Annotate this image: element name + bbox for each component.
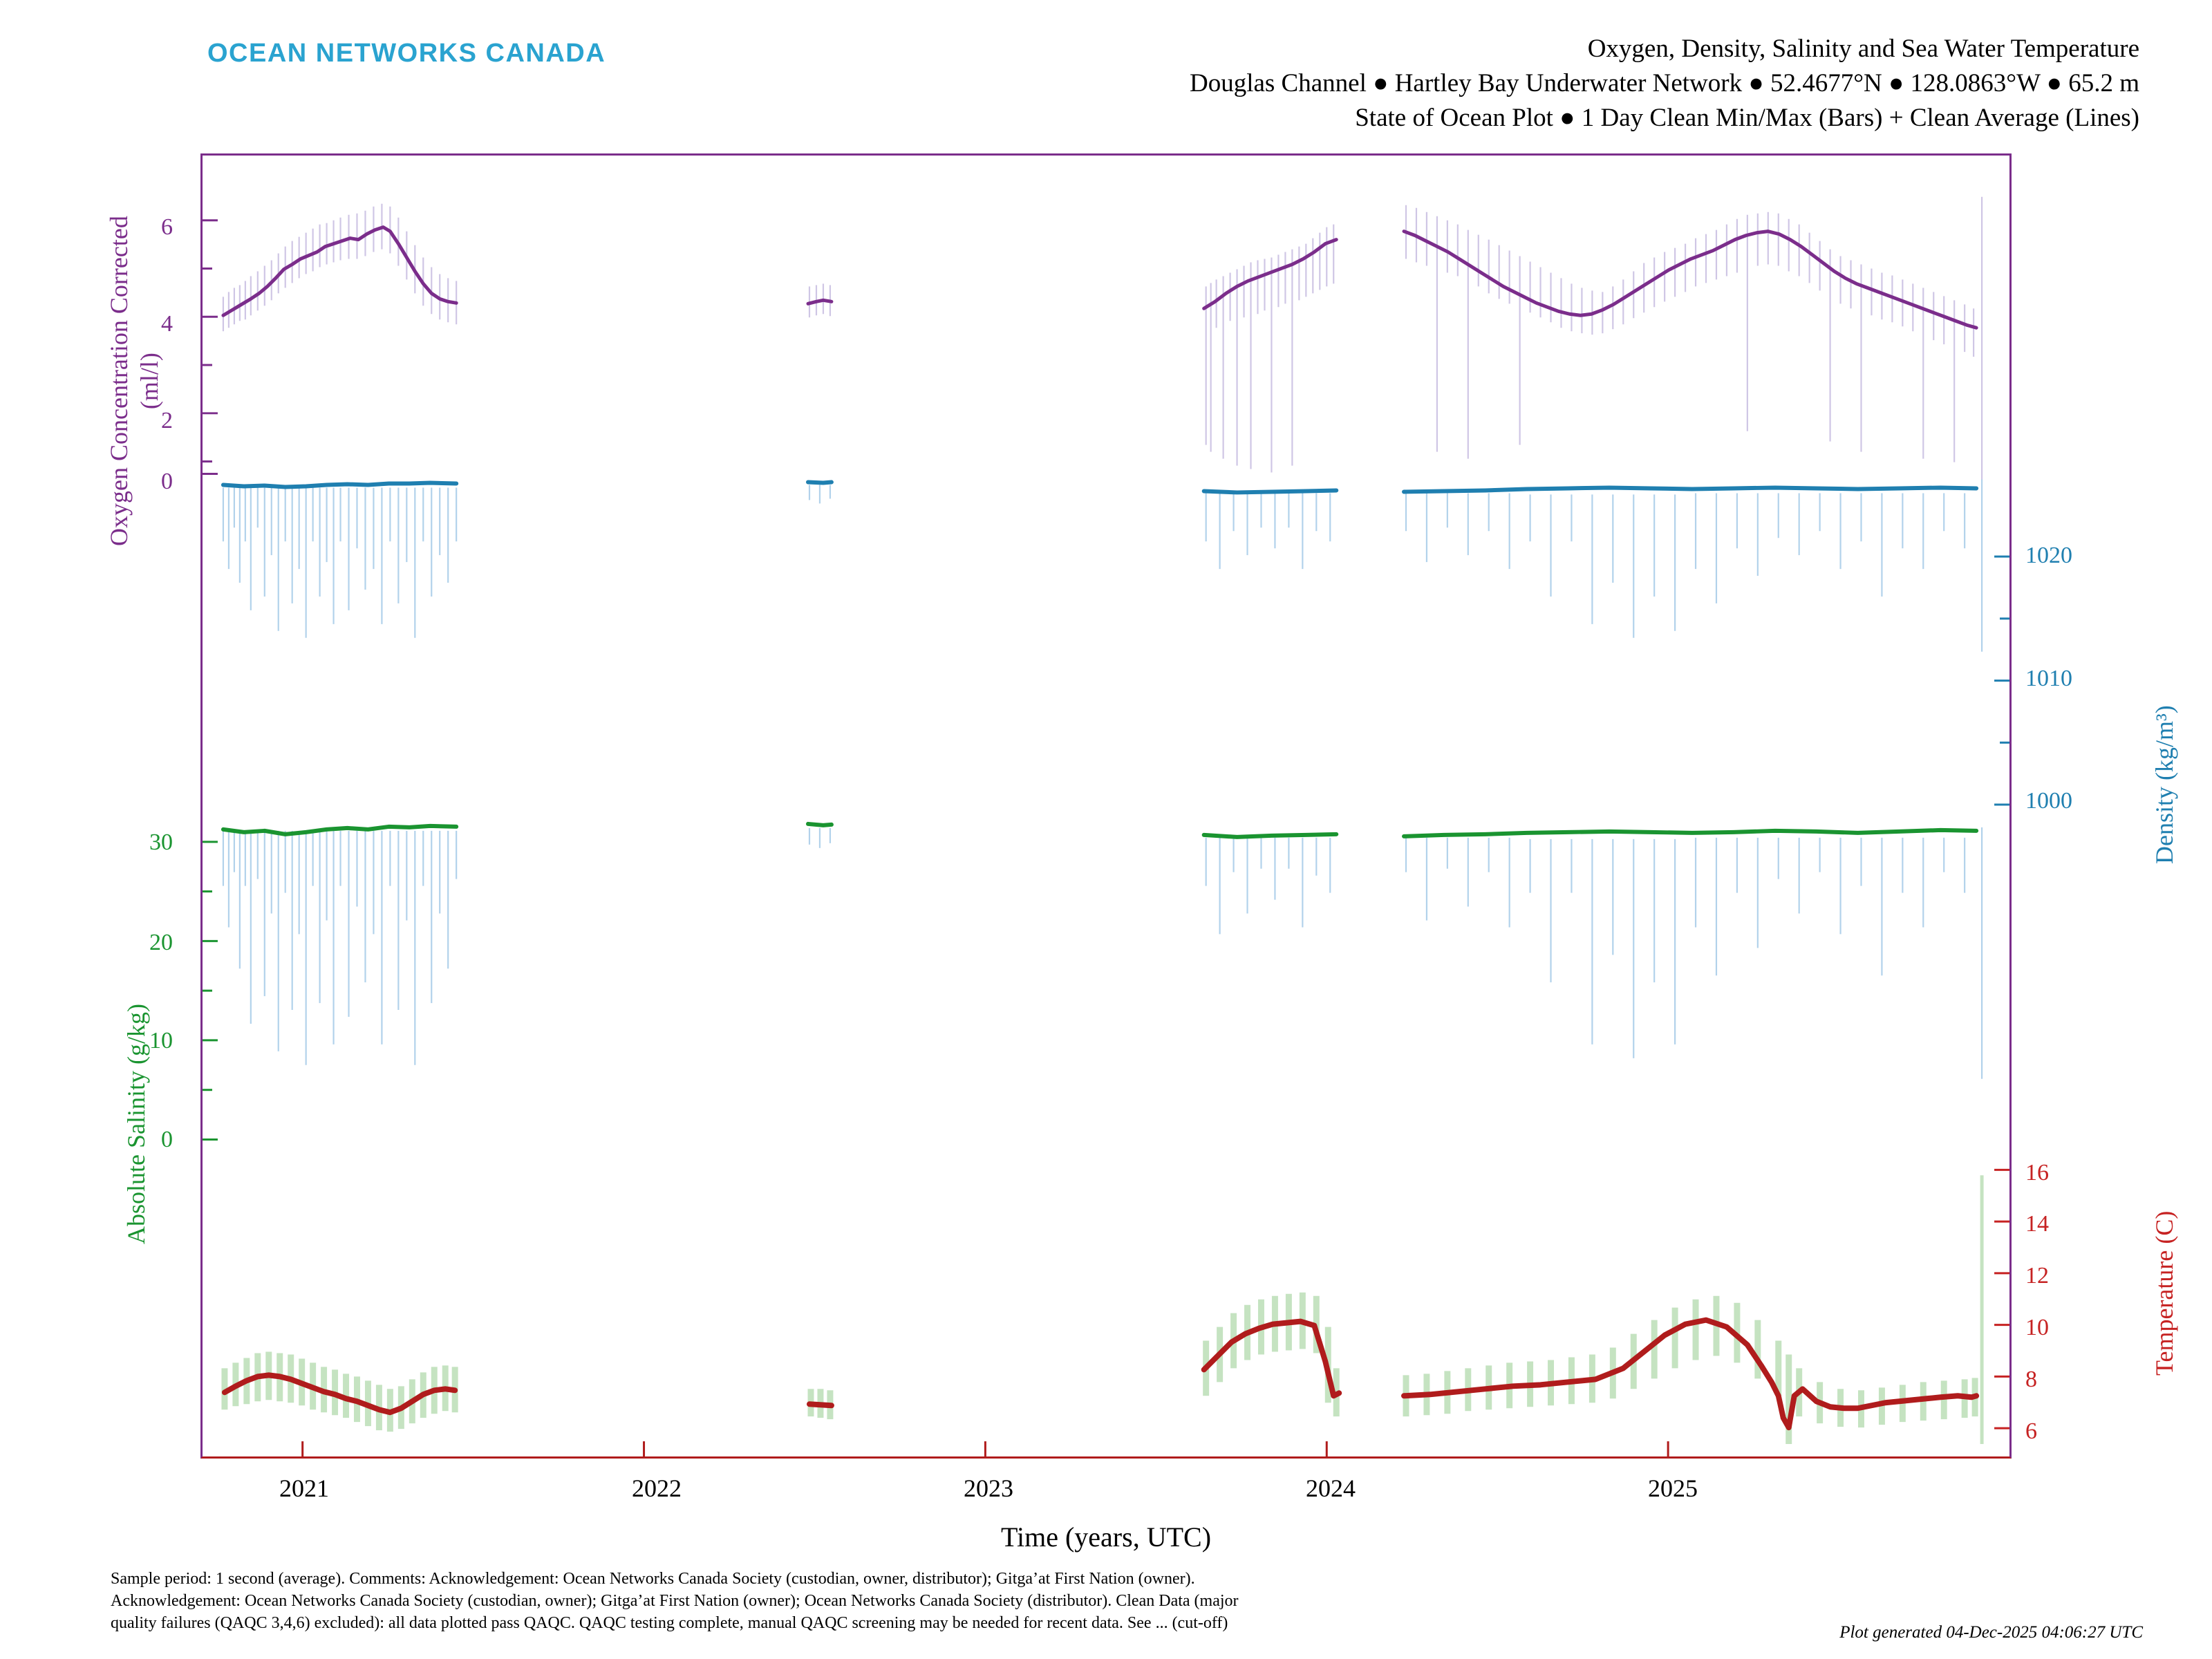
tick-marks-temperature (1994, 1170, 2009, 1428)
footer-line1: Sample period: 1 second (average). Comments: Acknowledgement: Ocean Networks Canada Society (custodian, owner, distributor); Gitga’at First Nation (owner). (111, 1570, 1195, 1588)
y-tick-oxygen-2: 2 (161, 408, 173, 433)
series-salinity-bars (223, 827, 1982, 1079)
footer-line2: Acknowledgement: Ocean Networks Canada Society (custodian, owner); Gitga’at First Nation (owner); Ocean Networks Canada Society (distributor). Clean Data (major (111, 1592, 1239, 1610)
y-tick-density-1000: 1000 (2025, 788, 2072, 814)
y-axis-label-temperature: Temperature (C) (2150, 1210, 2178, 1376)
y-tick-temperature-16: 16 (2025, 1160, 2049, 1185)
y-axis-label-density: Density (kg/m³) (2150, 705, 2178, 864)
plot-title-line1: Oxygen, Density, Salinity and Sea Water Temperature (1587, 35, 2139, 63)
x-tick-2022: 2022 (632, 1474, 682, 1502)
series-temperature-bars (225, 1175, 1982, 1444)
x-axis-label: Time (years, UTC) (1000, 1521, 1212, 1553)
y-tick-oxygen-6: 6 (161, 214, 173, 240)
brand-logo-text: OCEAN NETWORKS CANADA (207, 39, 606, 68)
plot-series-svg (203, 156, 2009, 1456)
y-tick-salinity-0: 0 (161, 1127, 173, 1152)
series-oxygen-bars (223, 197, 1982, 480)
x-tick-2025: 2025 (1648, 1474, 1698, 1502)
series-oxygen-line (223, 227, 1976, 328)
plot-title-block (1190, 32, 2139, 135)
tick-marks-density (1994, 556, 2009, 805)
plot-generated-timestamp: Plot generated 04-Dec-2025 04:06:27 UTC (1839, 1623, 2143, 1642)
x-tick-2024: 2024 (1306, 1474, 1356, 1502)
series-density-bars (223, 480, 1982, 652)
tick-marks-oxygen (203, 221, 218, 474)
y-tick-temperature-10: 10 (2025, 1315, 2049, 1340)
tick-marks-salinity (203, 842, 218, 1140)
y-tick-oxygen-4: 4 (161, 311, 173, 337)
plot-title-line2: Douglas Channel ● Hartley Bay Underwater Network ● 52.4677°N ● 128.0863°W ● 65.2 m (1189, 69, 2139, 97)
y-axis-label-salinity: Absolute Salinity (g/kg) (122, 1004, 150, 1244)
y-tick-salinity-30: 30 (149, 830, 173, 855)
y-tick-oxygen-0: 0 (161, 469, 173, 494)
y-tick-temperature-8: 8 (2025, 1367, 2037, 1392)
y-tick-salinity-10: 10 (149, 1028, 173, 1053)
y-tick-density-1020: 1020 (2025, 543, 2072, 568)
x-tick-2021: 2021 (279, 1474, 329, 1502)
y-axis-label-oxygen-line2: (ml/l) (135, 353, 163, 410)
plot-title-line3: State of Ocean Plot ● 1 Day Clean Min/Max (Bars) + Clean Average (Lines) (1355, 104, 2139, 132)
y-axis-label-oxygen (104, 216, 165, 546)
footer-notes (111, 1568, 1770, 1634)
y-tick-temperature-12: 12 (2025, 1263, 2049, 1288)
y-tick-salinity-20: 20 (149, 930, 173, 955)
footer-line3: quality failures (QAQC 3,4,6) excluded): all data plotted pass QAQC. QAQC testing complete, manual QAQC screening may be needed for recent data. See ... (cut-off) (111, 1614, 1228, 1632)
y-axis-label-oxygen-line1: Oxygen Concentration Corrected (105, 216, 133, 546)
y-tick-density-1010: 1010 (2025, 666, 2072, 691)
tick-marks-x-axis (303, 1441, 1668, 1456)
series-density-line (223, 482, 1976, 492)
series-salinity-line (223, 824, 1976, 837)
x-tick-2023: 2023 (964, 1474, 1013, 1502)
state-of-ocean-plot-area[interactable] (200, 153, 2012, 1459)
y-tick-temperature-6: 6 (2025, 1418, 2037, 1444)
y-tick-temperature-14: 14 (2025, 1211, 2049, 1237)
